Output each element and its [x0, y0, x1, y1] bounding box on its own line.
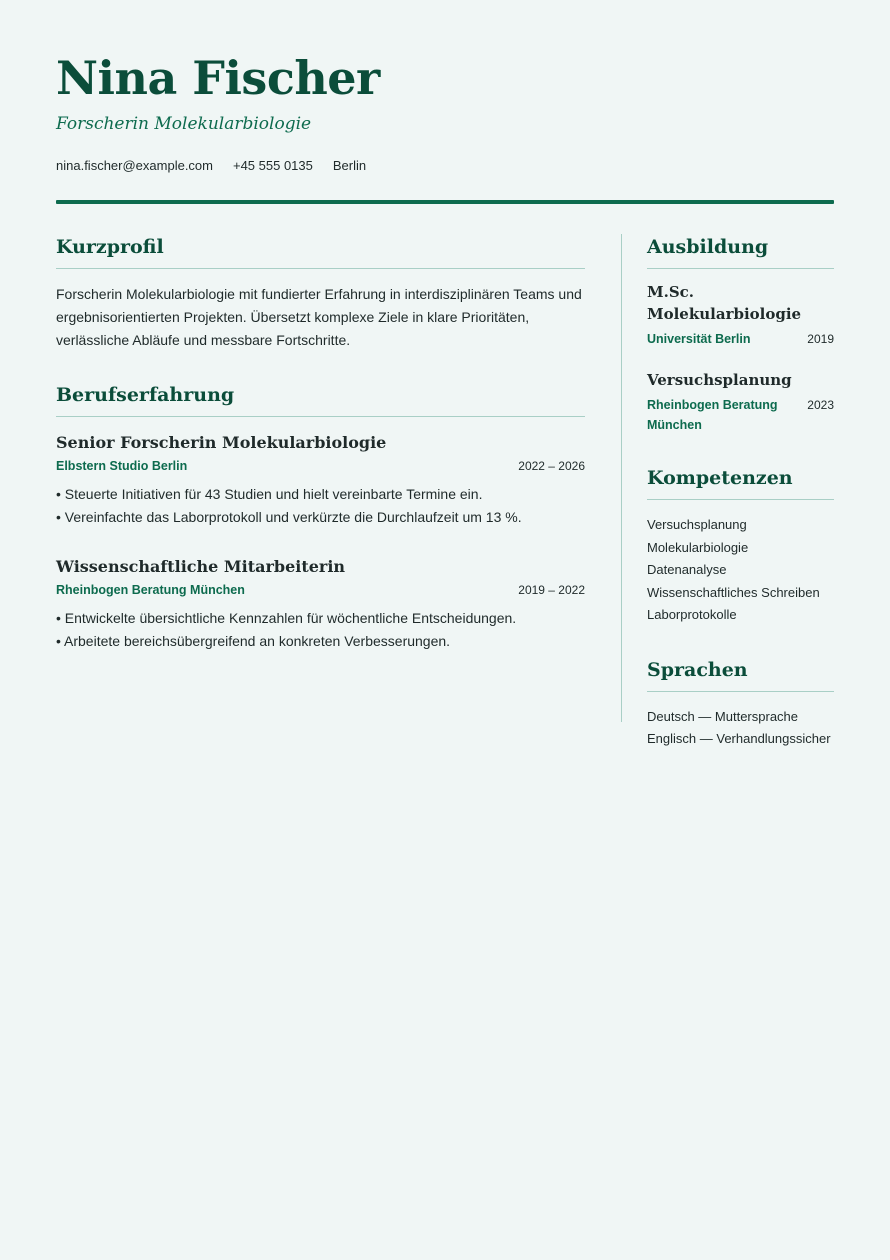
skill-item: Molekularbiologie	[647, 539, 749, 555]
column-divider	[621, 234, 622, 722]
skill-item: Wissenschaftliches Schreiben	[647, 584, 820, 600]
experience-section	[56, 382, 585, 653]
language-item: Englisch — Verhandlungssicher	[647, 731, 831, 746]
job-bullets	[56, 607, 585, 653]
skill-item: Laborprotokolle	[647, 607, 737, 622]
education-section	[647, 234, 834, 435]
education-year: 2019	[807, 332, 834, 346]
job-dates: 2022 – 2026	[518, 459, 585, 473]
contact-city: Berlin	[332, 158, 367, 173]
job-bullets	[56, 483, 585, 529]
job-bullet: • Entwickelte übersichtliche Kennzahlen für wöchentliche Entscheidungen.	[56, 610, 517, 626]
job-title: Wissenschaftliche Mitarbeiterin	[56, 557, 346, 576]
job-meta	[56, 459, 585, 473]
education-institution: Universität Berlin	[647, 332, 751, 346]
sidebar-column	[647, 234, 834, 751]
skill-item: Versuchsplanung	[647, 517, 747, 532]
header-divider	[56, 200, 834, 204]
education-entry	[647, 281, 834, 349]
content-columns	[56, 234, 834, 751]
job-meta	[56, 583, 585, 597]
person-role: Forscherin Molekularbiologie	[56, 114, 312, 134]
job-bullet: • Arbeitete bereichsübergreifend an konkreten Verbesserungen.	[56, 633, 451, 649]
education-meta	[647, 329, 834, 349]
job-title: Senior Forscherin Molekularbiologie	[56, 433, 387, 452]
skill-item: Datenanalyse	[647, 562, 727, 577]
section-title-education: Ausbildung	[647, 234, 834, 269]
language-item: Deutsch — Muttersprache	[647, 708, 799, 724]
skills-list	[647, 514, 834, 627]
job-company: Elbstern Studio Berlin	[56, 459, 188, 473]
job-entry	[56, 555, 585, 653]
section-title-profile: Kurzprofil	[56, 234, 585, 269]
contact-line	[56, 158, 834, 173]
profile-text: Forscherin Molekularbiologie mit fundierter Erfahrung in interdisziplinären Teams und ergebnisorientierten Projekten. Übersetzt komplexe Ziele in klare Prioritäten, verlässliche Abläufe und messbare Fortschritte.	[56, 286, 582, 348]
job-company: Rheinbogen Beratung München	[56, 583, 245, 597]
job-bullet: • Steuerte Initiativen für 43 Studien und hielt vereinbarte Termine ein.	[56, 486, 483, 502]
section-title-languages: Sprachen	[647, 657, 834, 692]
skills-section	[647, 465, 834, 627]
education-meta	[647, 395, 834, 435]
main-column	[56, 234, 585, 751]
profile-section	[56, 234, 585, 352]
contact-phone[interactable]: +45 555 0135	[232, 158, 313, 173]
section-title-experience: Berufserfahrung	[56, 382, 585, 417]
education-degree: Versuchsplanung	[647, 371, 792, 389]
education-entry	[647, 369, 834, 435]
education-year: 2023	[807, 398, 834, 412]
languages-section	[647, 657, 834, 751]
job-dates: 2019 – 2022	[518, 583, 585, 597]
job-bullet: • Vereinfachte das Laborprotokoll und verkürzte die Durchlaufzeit um 13 %.	[56, 509, 522, 525]
education-institution: Rheinbogen Beratung München	[647, 398, 778, 432]
contact-email[interactable]: nina.fischer@example.com	[56, 158, 213, 173]
person-name: Nina Fischer	[56, 51, 380, 105]
job-entry	[56, 431, 585, 529]
section-title-skills: Kompetenzen	[647, 465, 834, 500]
education-degree: M.Sc. Molekularbiologie	[647, 283, 802, 323]
languages-list	[647, 706, 834, 751]
resume-header	[56, 0, 834, 204]
